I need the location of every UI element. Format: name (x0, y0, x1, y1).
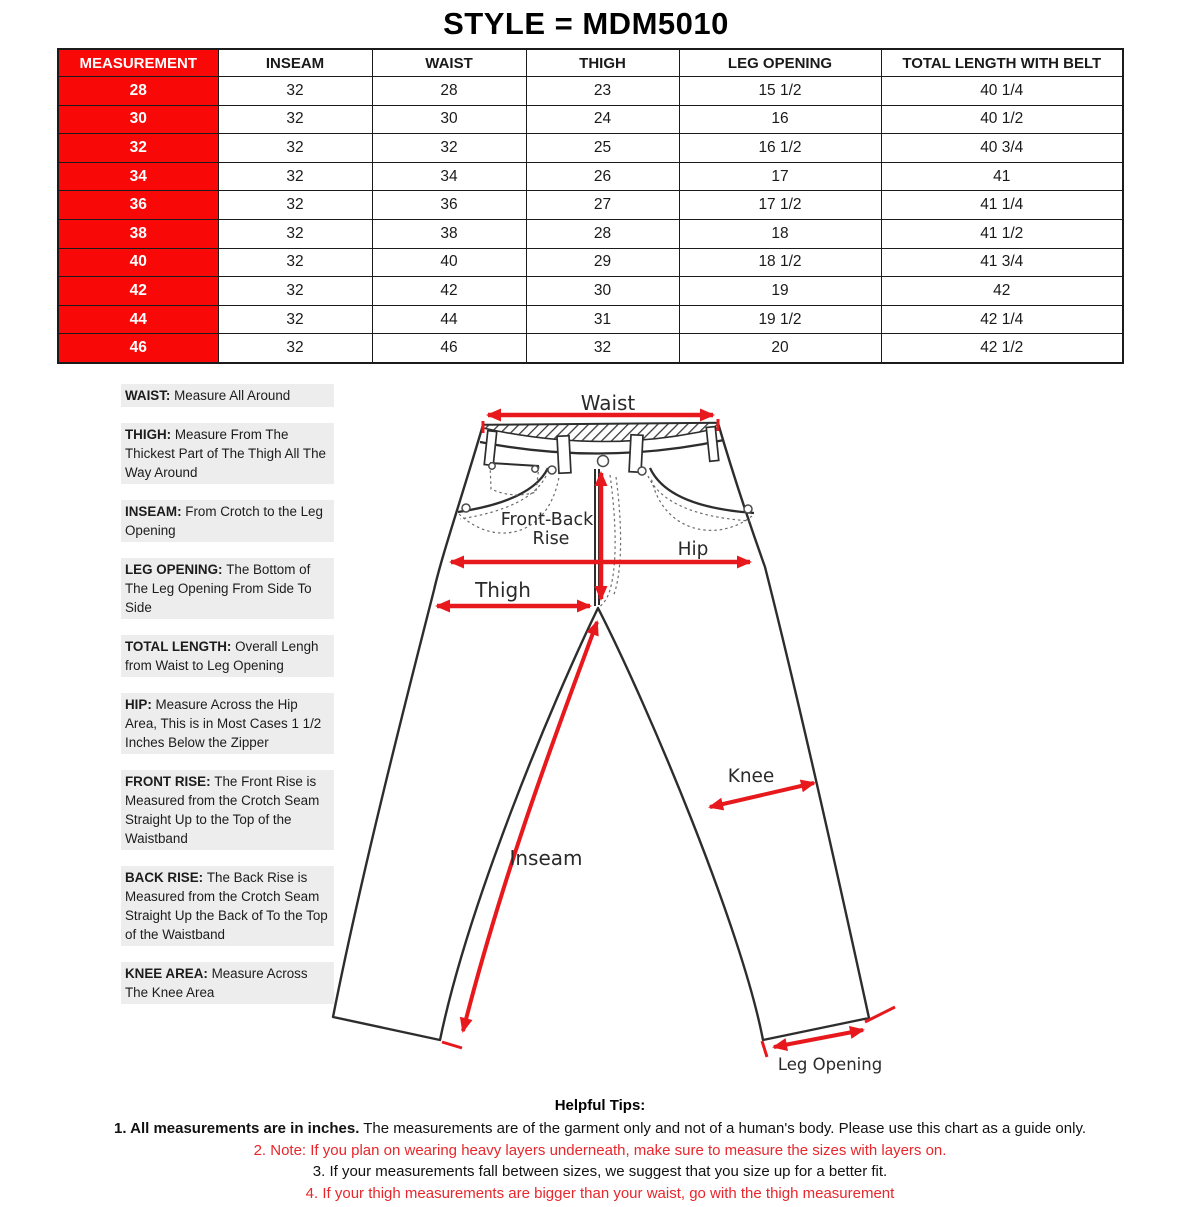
value-cell: 32 (218, 162, 372, 191)
definition-block (121, 770, 334, 850)
value-cell: 16 (679, 105, 881, 134)
front-back-rise-label-line1: Front-Back (500, 510, 594, 530)
column-header-total-length-with-belt: TOTAL LENGTH WITH BELT (881, 49, 1123, 77)
front-back-rise-label-line2: Rise (532, 529, 570, 549)
value-cell: 34 (372, 162, 526, 191)
helpful-tips (0, 1097, 1200, 1207)
value-cell: 23 (526, 77, 679, 106)
column-header-measurement: MEASUREMENT (58, 49, 218, 77)
size-row (58, 219, 1123, 248)
value-cell: 15 1/2 (679, 77, 881, 106)
thigh-label: Thigh (475, 578, 531, 602)
definition-block (121, 635, 334, 677)
definition-text: The Bottom of The Leg Opening From Side To Side (125, 562, 312, 615)
value-cell: 30 (526, 277, 679, 306)
page-title: STYLE = MDM5010 (443, 6, 729, 41)
size-cell: 36 (58, 191, 218, 220)
tip-text: 2. Note: If you plan on wearing heavy layers underneath, make sure to measure the sizes with layers on. (253, 1141, 947, 1159)
value-cell: 32 (218, 134, 372, 163)
value-cell: 40 3/4 (881, 134, 1123, 163)
definition-text: Measure Across The Knee Area (125, 966, 308, 1000)
size-cell: 46 (58, 334, 218, 363)
definition-block (121, 423, 334, 484)
value-cell: 32 (526, 334, 679, 363)
value-cell: 42 1/2 (881, 334, 1123, 363)
jean-button (598, 456, 609, 467)
column-header-inseam: INSEAM (218, 49, 372, 77)
value-cell: 41 1/4 (881, 191, 1123, 220)
definition-term: BACK RISE: (125, 870, 207, 885)
value-cell: 19 1/2 (679, 305, 881, 334)
definition-term: THIGH: (125, 427, 175, 442)
value-cell: 16 1/2 (679, 134, 881, 163)
value-cell: 31 (526, 305, 679, 334)
value-cell: 32 (218, 77, 372, 106)
tip-text: 3. If your measurements fall between sizes, we suggest that you size up for a better fit. (312, 1163, 888, 1181)
column-header-thigh: THIGH (526, 49, 679, 77)
definition-block (121, 962, 334, 1004)
definition-block (121, 500, 334, 542)
size-cell: 30 (58, 105, 218, 134)
value-cell: 36 (372, 191, 526, 220)
definition-term: WAIST: (125, 388, 175, 403)
value-cell: 44 (372, 305, 526, 334)
tip-text: The measurements are of the garment only and not of a human's body. Please use this chart as a guide only. (359, 1120, 1086, 1137)
definition-text: Measure Across the Hip Area, This is in Most Cases 1 1/2 Inches Below the Zipper (125, 697, 322, 750)
size-row (58, 134, 1123, 163)
definition-term: INSEAM: (125, 504, 186, 519)
value-cell: 41 (881, 162, 1123, 191)
size-row (58, 334, 1123, 363)
value-cell: 32 (218, 191, 372, 220)
definition-block (121, 384, 334, 407)
value-cell: 25 (526, 134, 679, 163)
value-cell: 18 (679, 219, 881, 248)
value-cell: 30 (372, 105, 526, 134)
value-cell: 40 1/4 (881, 77, 1123, 106)
knee-label: Knee (727, 766, 775, 787)
size-row (58, 191, 1123, 220)
size-cell: 38 (58, 219, 218, 248)
size-cell: 40 (58, 248, 218, 277)
size-row (58, 105, 1123, 134)
definitions-list (121, 384, 334, 1020)
definition-term: LEG OPENING: (125, 562, 227, 577)
value-cell: 26 (526, 162, 679, 191)
value-cell: 32 (372, 134, 526, 163)
size-cell: 28 (58, 77, 218, 106)
tip-bold-text: 1. All measurements are in inches. (113, 1120, 360, 1137)
value-cell: 18 1/2 (679, 248, 881, 277)
definition-text: Overall Lengh from Waist to Leg Opening (125, 639, 319, 673)
value-cell: 20 (679, 334, 881, 363)
size-cell: 44 (58, 305, 218, 334)
value-cell: 24 (526, 105, 679, 134)
size-cell: 32 (58, 134, 218, 163)
value-cell: 42 (372, 277, 526, 306)
value-cell: 38 (372, 219, 526, 248)
definition-text: The Back Rise is Measured from the Crotch Seam Straight Up the Back of To the Top of the Waistband (125, 870, 328, 942)
column-header-leg-opening: LEG OPENING (679, 49, 881, 77)
tip-line (0, 1143, 1200, 1158)
definition-text: The Front Rise is Measured from the Crotch Seam Straight Up to the Top of the Waistband (125, 774, 320, 846)
definition-block (121, 866, 334, 946)
waist-label: Waist (580, 391, 636, 415)
size-cell: 34 (58, 162, 218, 191)
value-cell: 46 (372, 334, 526, 363)
tip-text: 4. If your thigh measurements are bigger than your waist, go with the thigh measurement (305, 1184, 895, 1202)
value-cell: 42 (881, 277, 1123, 306)
value-cell: 42 1/4 (881, 305, 1123, 334)
size-row (58, 162, 1123, 191)
value-cell: 27 (526, 191, 679, 220)
leg-opening-label: Leg Opening (777, 1055, 883, 1074)
value-cell: 32 (218, 248, 372, 277)
definition-term: TOTAL LENGTH: (125, 639, 236, 654)
value-cell: 32 (218, 277, 372, 306)
value-cell: 32 (218, 105, 372, 134)
value-cell: 41 3/4 (881, 248, 1123, 277)
value-cell: 32 (218, 334, 372, 363)
size-row (58, 305, 1123, 334)
tip-line (0, 1186, 1200, 1201)
definition-text: Measure All Around (174, 388, 291, 403)
pants-diagram (320, 385, 940, 1095)
definition-block (121, 558, 334, 619)
column-header-waist: WAIST (372, 49, 526, 77)
value-cell: 32 (218, 219, 372, 248)
value-cell: 29 (526, 248, 679, 277)
value-cell: 19 (679, 277, 881, 306)
value-cell: 28 (526, 219, 679, 248)
value-cell: 40 1/2 (881, 105, 1123, 134)
definition-block (121, 693, 334, 754)
hip-label: Hip (677, 539, 709, 560)
value-cell: 40 (372, 248, 526, 277)
size-row (58, 248, 1123, 277)
value-cell: 17 (679, 162, 881, 191)
tip-line (0, 1121, 1200, 1136)
definition-text: Measure From The Thickest Part of The Thigh All The Way Around (125, 427, 326, 480)
size-cell: 42 (58, 277, 218, 306)
size-row (58, 277, 1123, 306)
inseam-label: Inseam (509, 846, 583, 870)
size-table (57, 48, 1124, 364)
definition-text: From Crotch to the Leg Opening (125, 504, 323, 538)
definition-term: KNEE AREA: (125, 966, 212, 981)
definition-term: FRONT RISE: (125, 774, 215, 789)
value-cell: 17 1/2 (679, 191, 881, 220)
size-table-head-row (58, 49, 1123, 77)
tips-heading: Helpful Tips: (554, 1097, 646, 1114)
value-cell: 41 1/2 (881, 219, 1123, 248)
value-cell: 28 (372, 77, 526, 106)
size-row (58, 77, 1123, 106)
value-cell: 32 (218, 305, 372, 334)
definition-term: HIP: (125, 697, 156, 712)
tip-line (0, 1164, 1200, 1179)
